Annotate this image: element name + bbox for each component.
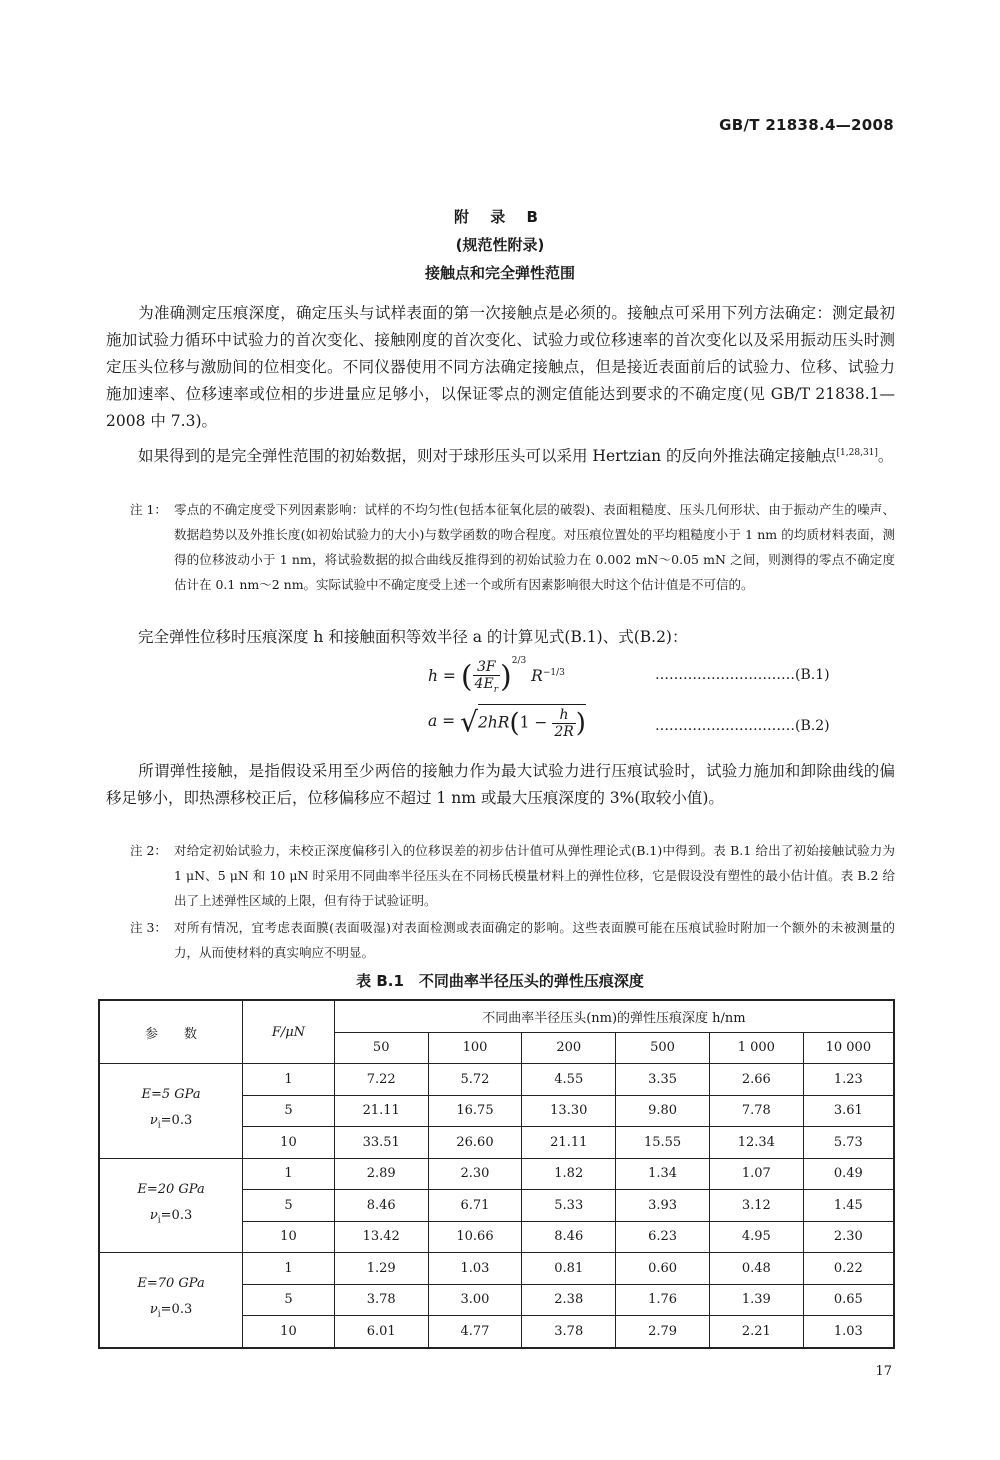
header-radius: 200 bbox=[522, 1032, 616, 1064]
depth-value-cell: 5.33 bbox=[522, 1190, 616, 1222]
depth-value-cell: 15.55 bbox=[616, 1127, 710, 1159]
formula-b1: h = ( $\frac{3F}{4E_r}$ )$^{2/3}$ $R^{-1/3}$ bbox=[428, 656, 565, 695]
formula-b2-number: …………………………(B.2) bbox=[655, 718, 830, 734]
depth-value-cell: 26.60 bbox=[428, 1127, 522, 1159]
note-1 bbox=[130, 497, 895, 597]
depth-value-cell: 1.34 bbox=[616, 1158, 710, 1190]
note-2-label: 注 2： bbox=[130, 843, 167, 858]
header-radius: 1 000 bbox=[709, 1032, 803, 1064]
depth-value-cell: 13.42 bbox=[334, 1221, 428, 1253]
depth-value-cell: 1.07 bbox=[709, 1158, 803, 1190]
depth-value-cell: 33.51 bbox=[334, 1127, 428, 1159]
depth-value-cell: 2.79 bbox=[616, 1316, 710, 1348]
table-row bbox=[99, 1064, 894, 1096]
header-force: F/μN bbox=[243, 1000, 335, 1064]
depth-value-cell: 6.01 bbox=[334, 1316, 428, 1348]
note-3-label: 注 3： bbox=[130, 920, 167, 935]
force-cell: 1 bbox=[243, 1064, 335, 1096]
depth-value-cell: 4.77 bbox=[428, 1316, 522, 1348]
depth-value-cell: 13.30 bbox=[522, 1095, 616, 1127]
depth-value-cell: 21.11 bbox=[522, 1127, 616, 1159]
depth-value-cell: 12.34 bbox=[709, 1127, 803, 1159]
depth-value-cell: 4.95 bbox=[709, 1221, 803, 1253]
note-3-text: 对所有情况，宜考虑表面膜(表面吸湿)对表面检测或表面确定的影响。这些表面膜可能在压痕试验时附加一个额外的未被测量的力，从而使材料的真实响应不明显。 bbox=[174, 920, 895, 960]
depth-value-cell: 1.39 bbox=[709, 1284, 803, 1316]
appendix-title: 接触点和完全弹性范围 bbox=[424, 264, 575, 282]
appendix-heading: 附 录 B bbox=[454, 208, 546, 226]
appendix-type: (规范性附录) bbox=[455, 236, 545, 254]
material-parameter-cell bbox=[99, 1158, 243, 1253]
depth-value-cell: 0.60 bbox=[616, 1253, 710, 1285]
depth-value-cell: 21.11 bbox=[334, 1095, 428, 1127]
paragraph-formula-intro: 完全弹性位移时压痕深度 h 和接触面积等效半径 a 的计算见式(B.1)、式(B.2)： bbox=[138, 628, 688, 646]
depth-value-cell: 4.55 bbox=[522, 1064, 616, 1096]
depth-value-cell: 6.23 bbox=[616, 1221, 710, 1253]
depth-value-cell: 8.46 bbox=[334, 1190, 428, 1222]
header-radius: 500 bbox=[616, 1032, 710, 1064]
poisson-label: $\nu_i=0.3$ bbox=[149, 1207, 193, 1226]
depth-value-cell: 1.82 bbox=[522, 1158, 616, 1190]
depth-value-cell: 2.66 bbox=[709, 1064, 803, 1096]
elastic-depth-table bbox=[98, 999, 895, 1349]
force-cell: 1 bbox=[243, 1253, 335, 1285]
depth-value-cell: 2.38 bbox=[522, 1284, 616, 1316]
depth-value-cell: 2.30 bbox=[803, 1221, 894, 1253]
header-radius: 50 bbox=[334, 1032, 428, 1064]
depth-value-cell: 7.22 bbox=[334, 1064, 428, 1096]
poisson-label: $\nu_i=0.3$ bbox=[149, 1302, 193, 1321]
depth-value-cell: 6.71 bbox=[428, 1190, 522, 1222]
depth-value-cell: 3.93 bbox=[616, 1190, 710, 1222]
force-cell: 10 bbox=[243, 1316, 335, 1348]
note-1-text: 零点的不确定度受下列因素影响：试样的不均匀性(包括本征氧化层的破裂)、表面粗糙度、压头几何形状、由于振动产生的噪声、数据趋势以及外推长度(如初始试验力的大小)与数学函数的吻合程度。对压痕位置处的平均粗糙度小于 1 nm 的均质材料表面，测得的位移波动小于 1 nm，将试验数据的拟合曲线反推得到的初始试验力在 0.002 mN～0.05 mN 之间，则测得的零点不确定度估计在 0.1 nm～2 nm。实际试验中不确定度受上述一个或所有因素影响很大时这个估计值是不可信的。 bbox=[174, 502, 895, 592]
table-caption: 表 B.1 不同曲率半径压头的弹性压痕深度 bbox=[356, 972, 644, 990]
modulus-label: E=70 GPa bbox=[137, 1276, 205, 1292]
depth-value-cell: 3.00 bbox=[428, 1284, 522, 1316]
force-cell: 10 bbox=[243, 1221, 335, 1253]
depth-value-cell: 9.80 bbox=[616, 1095, 710, 1127]
material-parameter-cell bbox=[99, 1253, 243, 1348]
depth-value-cell: 0.49 bbox=[803, 1158, 894, 1190]
header-depth-group: 不同曲率半径压头(nm)的弹性压痕深度 h/nm bbox=[334, 1000, 894, 1032]
formula-b1-number: …………………………(B.1) bbox=[655, 667, 830, 683]
depth-value-cell: 1.76 bbox=[616, 1284, 710, 1316]
depth-value-cell: 1.45 bbox=[803, 1190, 894, 1222]
modulus-label: E=20 GPa bbox=[137, 1181, 205, 1197]
paragraph-elastic-contact: 所谓弹性接触，是指假设采用至少两倍的接触力作为最大试验力进行压痕试验时，试验力施加和卸除曲线的偏移足够小，即热漂移校正后，位移偏移应不超过 1 nm 或最大压痕深度的 3%(取较小值)。 bbox=[106, 762, 895, 807]
depth-value-cell: 3.61 bbox=[803, 1095, 894, 1127]
depth-value-cell: 5.72 bbox=[428, 1064, 522, 1096]
modulus-label: E=5 GPa bbox=[141, 1087, 201, 1103]
depth-value-cell: 10.66 bbox=[428, 1221, 522, 1253]
header-parameter: 参 数 bbox=[99, 1000, 243, 1064]
depth-value-cell: 1.03 bbox=[428, 1253, 522, 1285]
force-cell: 5 bbox=[243, 1095, 335, 1127]
depth-value-cell: 1.23 bbox=[803, 1064, 894, 1096]
depth-value-cell: 7.78 bbox=[709, 1095, 803, 1127]
page-number: 17 bbox=[875, 1364, 892, 1379]
paragraph-contact-point: 为准确测定压痕深度，确定压头与试样表面的第一次接触点是必须的。接触点可采用下列方法确定：测定最初施加试验力循环中试验力的首次变化、接触刚度的首次变化、试验力或位移速率的首次变化以及采用振动压头时测定压头位移与激励间的位相变化。不同仪器使用不同方法确定接触点，但是接近表面前后的试验力、位移、试验力施加速率、位移速率或位相的步进量应足够小，以保证零点的测定值能达到要求的不确定度(见 GB/T 21838.1—2008 中 7.3)。 bbox=[106, 304, 895, 430]
depth-value-cell: 8.46 bbox=[522, 1221, 616, 1253]
force-cell: 10 bbox=[243, 1127, 335, 1159]
depth-value-cell: 3.35 bbox=[616, 1064, 710, 1096]
depth-value-cell: 2.30 bbox=[428, 1158, 522, 1190]
force-cell: 5 bbox=[243, 1284, 335, 1316]
material-parameter-cell bbox=[99, 1064, 243, 1159]
note-3 bbox=[130, 915, 895, 965]
formula-b2: a = √2hR(1 − $\frac{h}{2R}$ ) bbox=[428, 705, 586, 740]
depth-value-cell: 16.75 bbox=[428, 1095, 522, 1127]
depth-value-cell: 3.78 bbox=[334, 1284, 428, 1316]
force-cell: 5 bbox=[243, 1190, 335, 1222]
depth-value-cell: 0.48 bbox=[709, 1253, 803, 1285]
depth-value-cell: 5.73 bbox=[803, 1127, 894, 1159]
depth-value-cell: 2.21 bbox=[709, 1316, 803, 1348]
table-row bbox=[99, 1158, 894, 1190]
paragraph-hertzian: 如果得到的是完全弹性范围的初始数据，则对于球形压头可以采用 Hertzian 的反向外推法确定接触点[1,28,31]。 bbox=[138, 447, 894, 466]
depth-value-cell: 0.22 bbox=[803, 1253, 894, 1285]
depth-value-cell: 0.65 bbox=[803, 1284, 894, 1316]
header-radius: 10 000 bbox=[803, 1032, 894, 1064]
header-radius: 100 bbox=[428, 1032, 522, 1064]
depth-value-cell: 0.81 bbox=[522, 1253, 616, 1285]
depth-value-cell: 1.29 bbox=[334, 1253, 428, 1285]
force-cell: 1 bbox=[243, 1158, 335, 1190]
depth-value-cell: 3.78 bbox=[522, 1316, 616, 1348]
depth-value-cell: 2.89 bbox=[334, 1158, 428, 1190]
standard-number: GB/T 21838.4—2008 bbox=[719, 116, 894, 134]
note-1-label: 注 1： bbox=[130, 502, 167, 517]
note-2-text: 对给定初始试验力，未校正深度偏移引入的位移误差的初步估计值可从弹性理论式(B.1)中得到。表 B.1 给出了初始接触试验力为 1 μN、5 μN 和 10 μN 时采用不同曲率半径压头在不同杨氏模量材料上的弹性位移，它是假设没有塑性的最小估计值。表 B.2 给出了上述弹性区域的上限，但有待于试验证明。 bbox=[174, 843, 895, 908]
citation-ref: [1,28,31] bbox=[836, 448, 878, 458]
table-row bbox=[99, 1253, 894, 1285]
depth-value-cell: 1.03 bbox=[803, 1316, 894, 1348]
depth-value-cell: 3.12 bbox=[709, 1190, 803, 1222]
poisson-label: $\nu_i=0.3$ bbox=[149, 1113, 193, 1132]
note-2 bbox=[130, 838, 895, 913]
